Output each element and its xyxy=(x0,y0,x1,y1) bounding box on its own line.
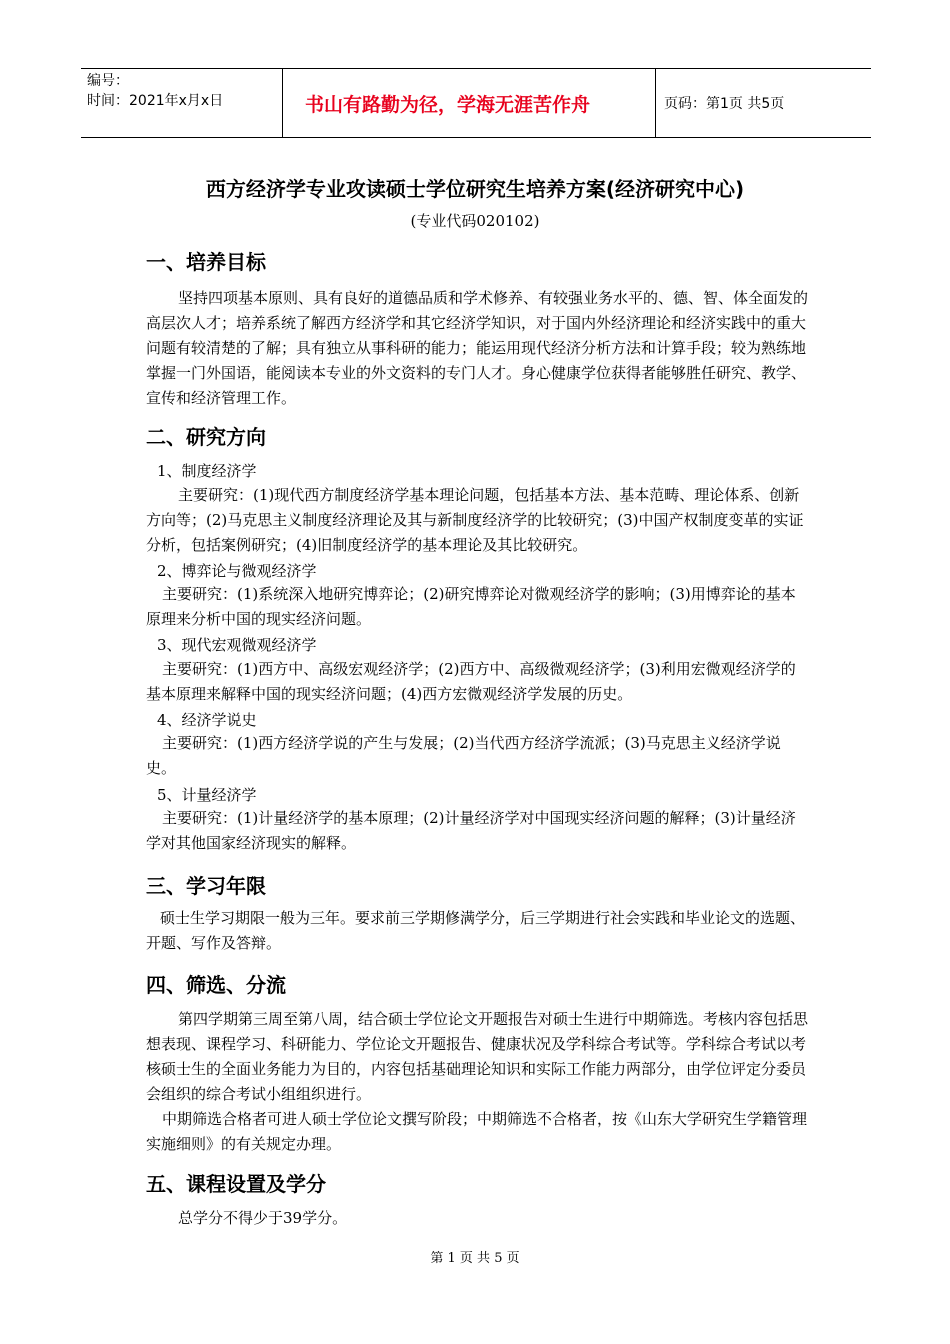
header-left-cell xyxy=(81,69,283,137)
section-text-objectives: 坚持四项基本原则、具有良好的道德品质和学术修养、有较强业务水平的、德、智、体全面发的高层次人才；培养系统了解西方经济学和其它经济学知识，对于国内外经济理论和经济实践中的重大问题有较清楚的了解；具有独立从事科研的能力；能运用现代经济分析方法和计算手段；较为熟练地掌握一门外国语，能阅读本专业的外文资料的专门人才。身心健康学位获得者能够胜任研究、教学、宣传和经济管理工作。 xyxy=(146,289,809,407)
section-text-screening-1: 第四学期第三周至第八周，结合硕士学位论文开题报告对硕士生进行中期筛选。考核内容包括思想表现、课程学习、科研能力、学位论文开题报告、健康状况及学科综合考试等。学科综合考试以考核硕士生的全面业务能力为目的，内容包括基础理论知识和实际工作能力两部分，由学位评定分委员会组织的综合考试小组组织进行。 xyxy=(146,1010,809,1103)
page-footer: 第 1 页 共 5 页 xyxy=(430,1251,520,1266)
document-title: 西方经济学专业攻读硕士学位研究生培养方案(经济研究中心) xyxy=(205,177,745,201)
research-item-text: 主要研究：(1)现代西方制度经济学基本理论问题，包括基本方法、基本范畴、理论体系、创新方向等；(2)马克思主义制度经济理论及其与新制度经济学的比较研究；(3)中国产权制度变革的实证分析，包括案例研究；(4)旧制度经济学的基本理论及其比较研究。 xyxy=(146,486,804,554)
section-text-screening-2: 中期筛选合格者可进人硕士学位论文撰写阶段；中期筛选不合格者，按《山东大学研究生学籍管理实施细则》的有关规定办理。 xyxy=(146,1110,808,1153)
section-heading-screening: 四、筛选、分流 xyxy=(146,973,286,997)
document-subtitle: (专业代码020102) xyxy=(410,212,540,230)
research-item-title: 3、现代宏观微观经济学 xyxy=(157,636,317,654)
section-text-courses: 总学分不得少于39学分。 xyxy=(178,1209,348,1227)
section-heading-objectives: 一、培养目标 xyxy=(146,250,266,274)
section-heading-courses: 五、课程设置及学分 xyxy=(146,1172,326,1196)
header-page-label: 页码：第1页 共5页 xyxy=(664,96,785,112)
header-table xyxy=(81,68,871,138)
header-motto: 书山有路勤为径，学海无涯苦作舟 xyxy=(283,69,656,137)
research-item-text: 主要研究：(1)西方中、高级宏观经济学；(2)西方中、高级微观经济学；(3)利用宏微观经济学的基本原理来解释中国的现实经济问题；(4)西方宏微观经济学发展的历史。 xyxy=(146,660,796,703)
document-time-label: 时间：2021年x月x日 xyxy=(87,93,224,109)
section-heading-duration: 三、学习年限 xyxy=(146,874,266,898)
research-item-text: 主要研究：(1)系统深入地研究博弈论；(2)研究博弈论对微观经济学的影响；(3)用博弈论的基本原理来分析中国的现实经济问题。 xyxy=(146,585,796,628)
research-item-text: 主要研究：(1)西方经济学说的产生与发展；(2)当代西方经济学流派；(3)马克思主义经济学说史。 xyxy=(146,734,781,777)
research-item-title: 2、博弈论与微观经济学 xyxy=(157,562,317,580)
research-item-text: 主要研究：(1)计量经济学的基本原理；(2)计量经济学对中国现实经济问题的解释；(3)计量经济学对其他国家经济现实的解释。 xyxy=(146,809,796,852)
document-number-label: 编号： xyxy=(87,73,129,89)
section-heading-research: 二、研究方向 xyxy=(146,425,266,449)
research-item-title: 5、计量经济学 xyxy=(157,786,257,804)
research-item-title: 4、经济学说史 xyxy=(157,711,257,729)
research-item-title: 1、制度经济学 xyxy=(157,462,257,480)
section-text-duration: 硕士生学习期限一般为三年。要求前三学期修满学分，后三学期进行社会实践和毕业论文的选题、开题、写作及答辩。 xyxy=(146,909,806,952)
